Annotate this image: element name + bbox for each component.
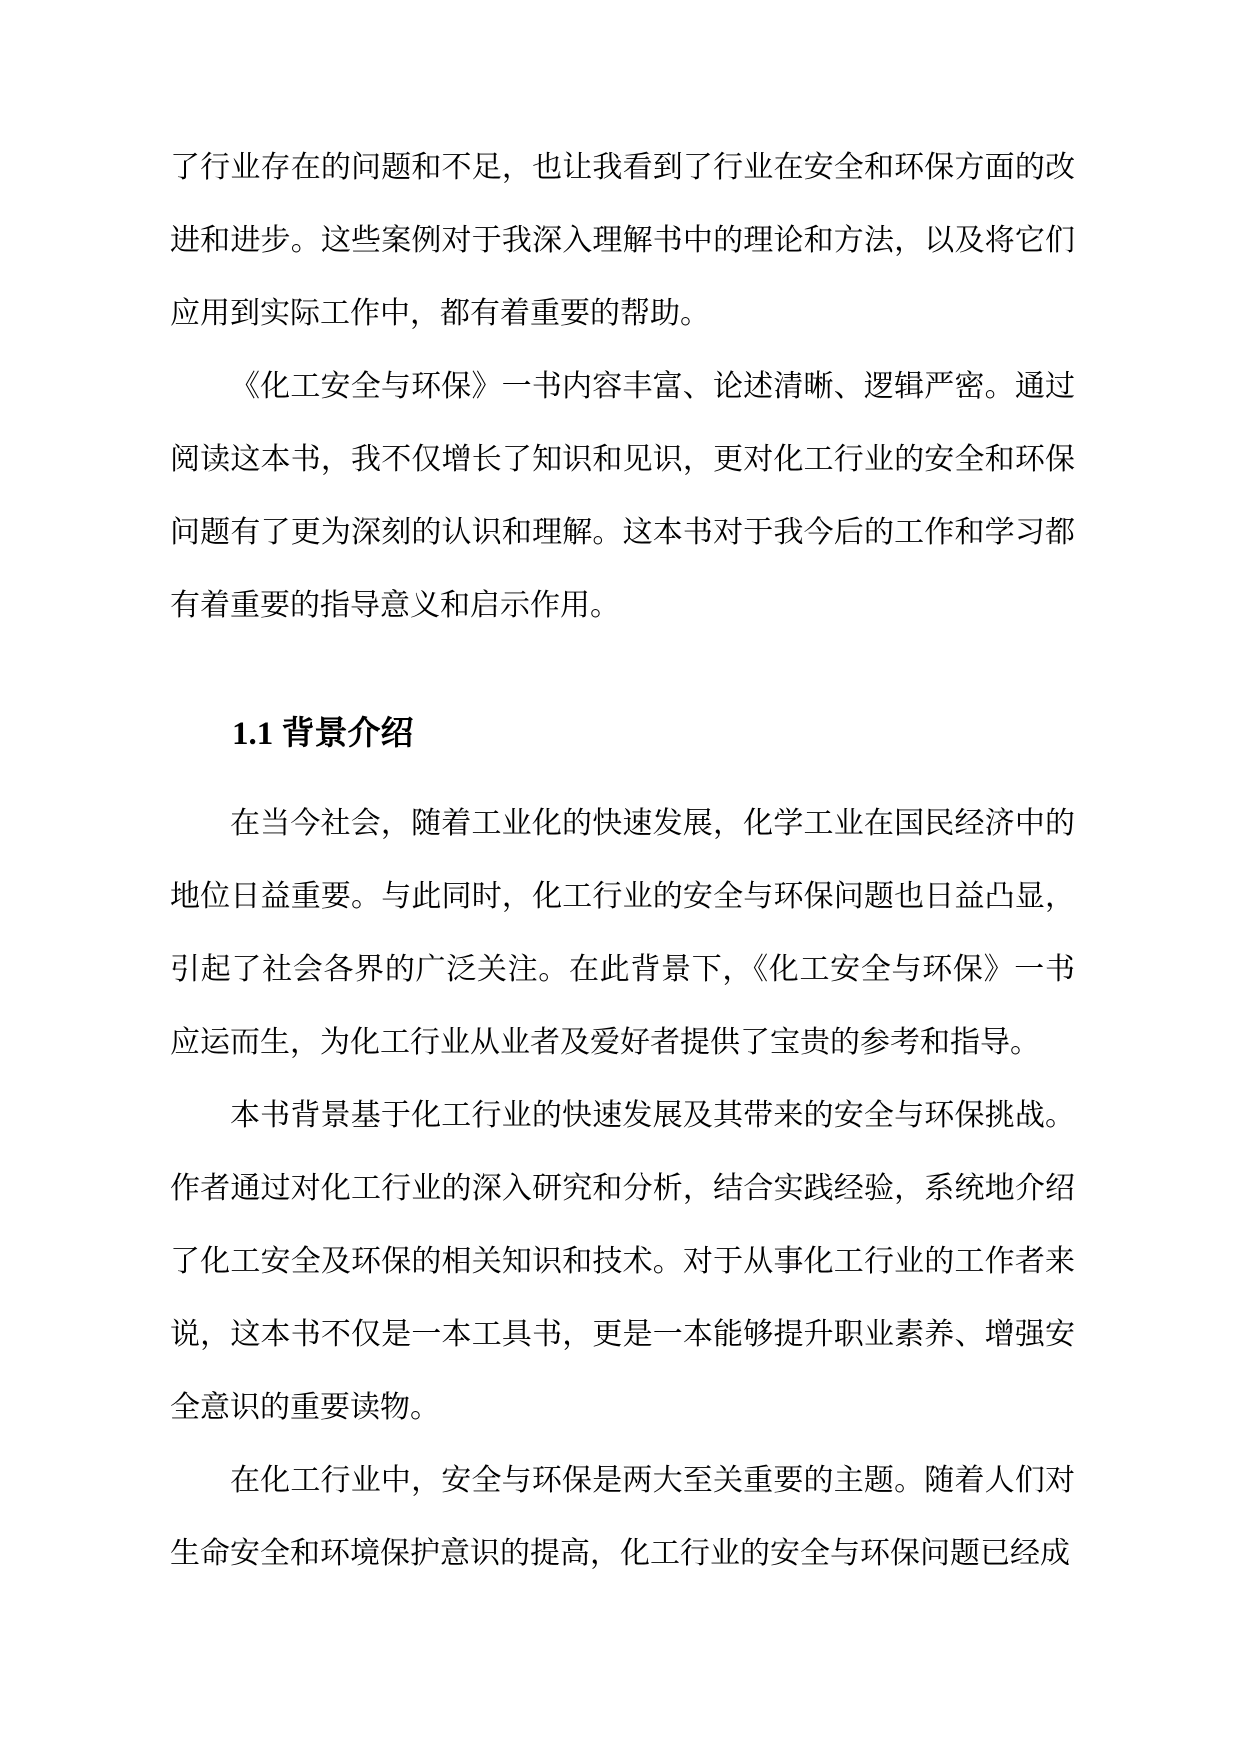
section-heading-1-1: 1.1 背景介绍 bbox=[232, 716, 414, 752]
paragraph-background-1: 在当今社会，随着工业化的快速发展，化学工业在国民经济中的地位日益重要。与此同时，化工行业的安全与环保问题也日益凸显，引起了社会各界的广泛关注。在此背景下，《化工安全与环保》一书应运而生，为化工行业从业者及爱好者提供了宝贵的参考和指导。 bbox=[170, 807, 1075, 1059]
paragraph-continuation: 了行业存在的问题和不足，也让我看到了行业在安全和环保方面的改进和进步。这些案例对于我深入理解书中的理论和方法，以及将它们应用到实际工作中，都有着重要的帮助。 bbox=[170, 151, 1075, 330]
paragraph-background-2: 本书背景基于化工行业的快速发展及其带来的安全与环保挑战。作者通过对化工行业的深入研究和分析，结合实践经验，系统地介绍了化工安全及环保的相关知识和技术。对于从事化工行业的工作者来说，这本书不仅是一本工具书，更是一本能够提升职业素养、增强安全意识的重要读物。 bbox=[170, 1099, 1075, 1424]
paragraph-background-3-cutoff: 在化工行业中，安全与环保是两大至关重要的主题。随着人们对生命安全和环境保护意识的提高，化工行业的安全与环保问题已经成 bbox=[170, 1464, 1075, 1570]
paragraph-book-summary: 《化工安全与环保》一书内容丰富、论述清晰、逻辑严密。通过阅读这本书，我不仅增长了知识和见识，更对化工行业的安全和环保问题有了更为深刻的认识和理解。这本书对于我今后的工作和学习都有着重要的指导意义和启示作用。 bbox=[170, 370, 1075, 622]
